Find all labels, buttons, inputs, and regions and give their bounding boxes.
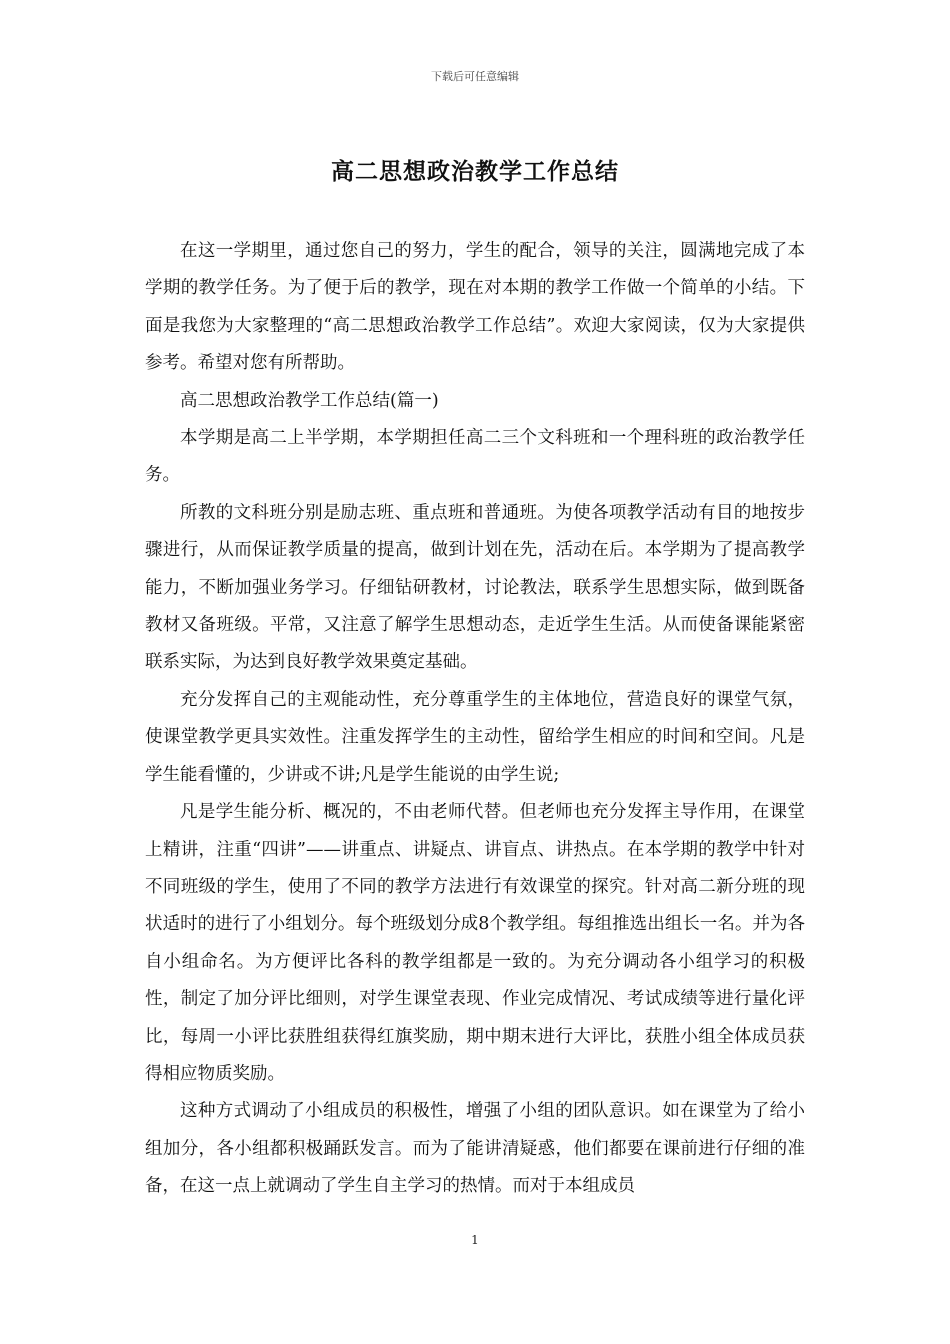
- paragraph: 充分发挥自己的主观能动性，充分尊重学生的主体地位，营造良好的课堂气氛，使课堂教学更具实效性。注重发挥学生的主动性，留给学生相应的时间和空间。凡是学生能看懂的，少讲或不讲;凡是学生能说的由学生说;: [145, 689, 805, 785]
- paragraph: 这种方式调动了小组成员的积极性，增强了小组的团队意识。如在课堂为了给小组加分，各小组都积极踊跃发言。而为了能讲清疑惑，他们都要在课前进行仔细的准备，在这一点上就调动了学生自主学习的热情。而对于本组成员: [145, 1101, 805, 1197]
- page-number: 1: [471, 1233, 479, 1247]
- paragraph: 本学期是高二上半学期，本学期担任高二三个文科班和一个理科班的政治教学任务。: [145, 428, 805, 486]
- document-body: [145, 233, 805, 1206]
- page-header: 下载后可任意编辑: [431, 70, 519, 83]
- paragraph-intro: 在这一学期里，通过您自己的努力，学生的配合，领导的关注，圆满地完成了本学期的教学任务。为了便于后的教学，现在对本期的教学工作做一个简单的小结。下面是我您为大家整理的“高二思想政治教学工作总结”。欢迎大家阅读，仅为大家提供参考。希望对您有所帮助。: [145, 241, 805, 374]
- section-heading: 高二思想政治教学工作总结(篇一): [180, 390, 439, 411]
- paragraph: 所教的文科班分别是励志班、重点班和普通班。为使各项教学活动有目的地按步骤进行，从而保证教学质量的提高，做到计划在先，活动在后。本学期为了提高教学能力，不断加强业务学习。仔细钻研教材，讨论教法，联系学生思想实际，做到既备教材又备班级。平常，又注意了解学生思想动态，走近学生生活。从而使备课能紧密联系实际，为达到良好教学效果奠定基础。: [145, 502, 805, 673]
- paragraph: 凡是学生能分析、概况的，不由老师代替。但老师也充分发挥主导作用，在课堂上精讲，注重“四讲”——讲重点、讲疑点、讲盲点、讲热点。在本学期的教学中针对不同班级的学生，使用了不同的教学方法进行有效课堂的探究。针对高二新分班的现状适时的进行了小组划分。每个班级划分成8个教学组。每组推选出组长一名。并为各自小组命名。为方便评比各科的教学组都是一致的。为充分调动各小组学习的积极性，制定了加分评比细则，对学生课堂表现、作业完成情况、考试成绩等进行量化评比，每周一小评比获胜组获得红旗奖励，期中期末进行大评比，获胜小组全体成员获得相应物质奖励。: [145, 802, 805, 1084]
- document-title: 高二思想政治教学工作总结: [331, 158, 619, 185]
